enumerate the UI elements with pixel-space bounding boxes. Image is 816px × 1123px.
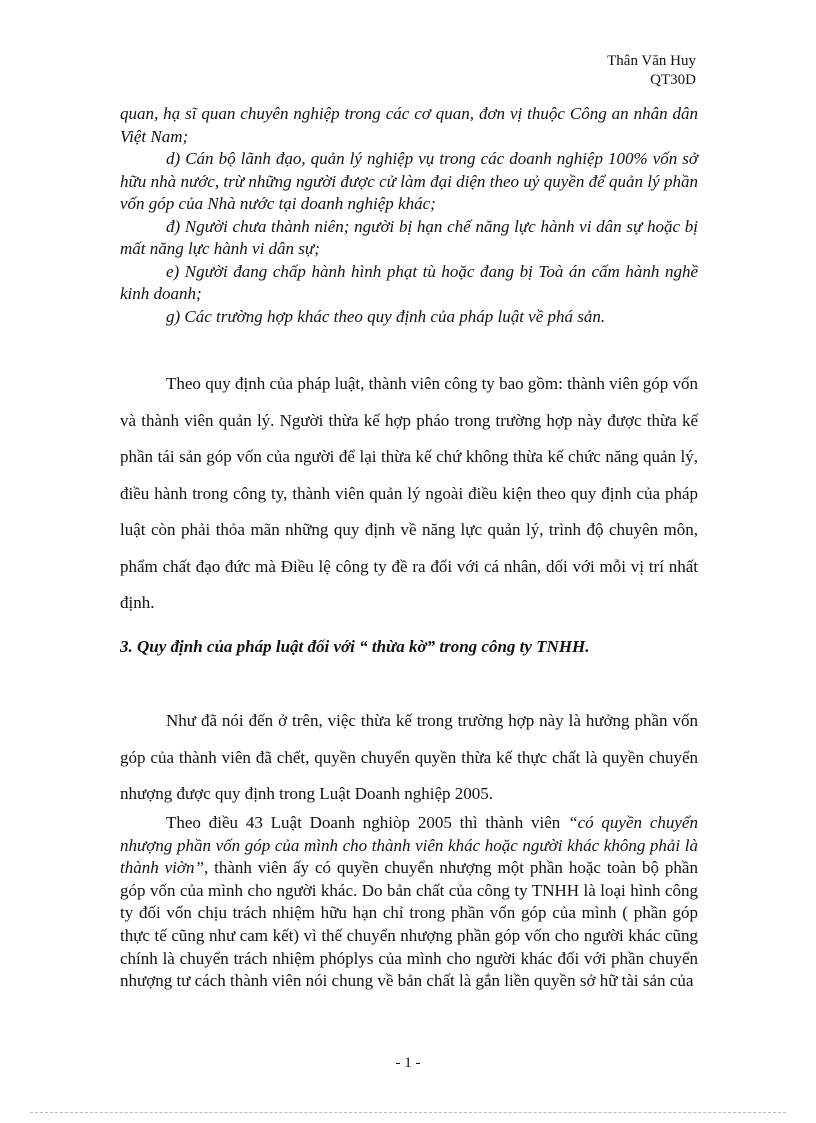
list-item: d) Cán bộ lãnh đạo, quản lý nghiệp vụ trong các doanh nghiệp 100% vốn sở hữu nhà nước, trừ những người được cử làm đại diện theo uỷ quyền để quản lý phần vốn góp của Nhà nước tại doanh nghiệp khác; bbox=[120, 149, 698, 213]
italic-list bbox=[120, 103, 698, 328]
paragraph-members: Theo quy định của pháp luật, thành viên công ty bao gồm: thành viên góp vốn và thành viên quản lý. Người thừa kế hợp pháo trong trường hợp này được thừa kế phần tái sản góp vốn của người để lại thừa kế chứ không thừa kế chức năng quản lý, điều hành trong công ty, thành viên quản lý ngoài điều kiện theo quy định của pháp luật còn phải thỏa mãn những quy định về năng lực quản lý, trình độ chuyên môn, phẩm chất đạo đức mà Điều lệ công ty đề ra đối với cá nhân, dối với mỗi vị trí nhất định. bbox=[120, 374, 698, 612]
list-item: g) Các trường hợp khác theo quy định của pháp luật về phá sản. bbox=[166, 306, 606, 326]
paragraph-rest: , thành viên ấy có quyền chuyển nhượng một phần hoặc toàn bộ phần góp vốn của mình cho người khác. Do bản chất của công ty TNHH là loại hình công ty đối vốn chịu trách nhiệm hữu hạn chỉ trong phần vốn góp của mình ( phần góp thực tế cũng như cam kết) vì thế chuyển nhượng phần góp vốn cho người khác cũng chính là chuyển trách nhiệm phóplys của mình cho người khác đối với phần chuyển nhượng tư cách thành viên nói chung về bản chất là gắn liền quyền sở hữ tài sản của bbox=[120, 858, 698, 991]
law-quote: “có quyền chuyển nhượng phần vốn góp của mình cho thành viên khác hoặc người khác không phải là thành viờn” bbox=[120, 813, 698, 878]
page-header bbox=[607, 52, 696, 90]
list-item: đ) Người chưa thành niên; người bị hạn chế năng lực hành vi dân sự hoặc bị mất năng lực hành vi dân sự; bbox=[120, 216, 698, 258]
section-heading: 3. Quy định của pháp luật đối với “ thừa kờ” trong công ty TNHH. bbox=[120, 637, 590, 656]
author-name: Thân Văn Huy bbox=[607, 53, 696, 69]
page-bottom-divider bbox=[30, 1112, 786, 1113]
page-number: - 1 - bbox=[395, 1055, 421, 1071]
list-item: quan, hạ sĩ quan chuyên nghiệp trong các cơ quan, đơn vị thuộc Công an nhân dân Việt Nam; bbox=[120, 104, 698, 146]
list-item: e) Người đang chấp hành hình phạt tù hoặc đang bị Toà án cấm hành nghề kinh doanh; bbox=[120, 261, 698, 303]
paragraph-inheritance: Như đã nói đến ở trên, việc thừa kế trong trường hợp này là hưởng phần vốn góp của thành viên đã chết, quyền chuyển quyền thừa kế thực chất là quyền chuyển nhượng được quy định trong Luật Doanh nghiệp 2005. bbox=[120, 711, 698, 803]
paragraph-lead: Theo điều 43 Luật Doanh nghiòp 2005 thì thành viên bbox=[166, 813, 569, 832]
paragraph-article-43 bbox=[120, 812, 698, 993]
class-code: QT30D bbox=[650, 72, 696, 88]
